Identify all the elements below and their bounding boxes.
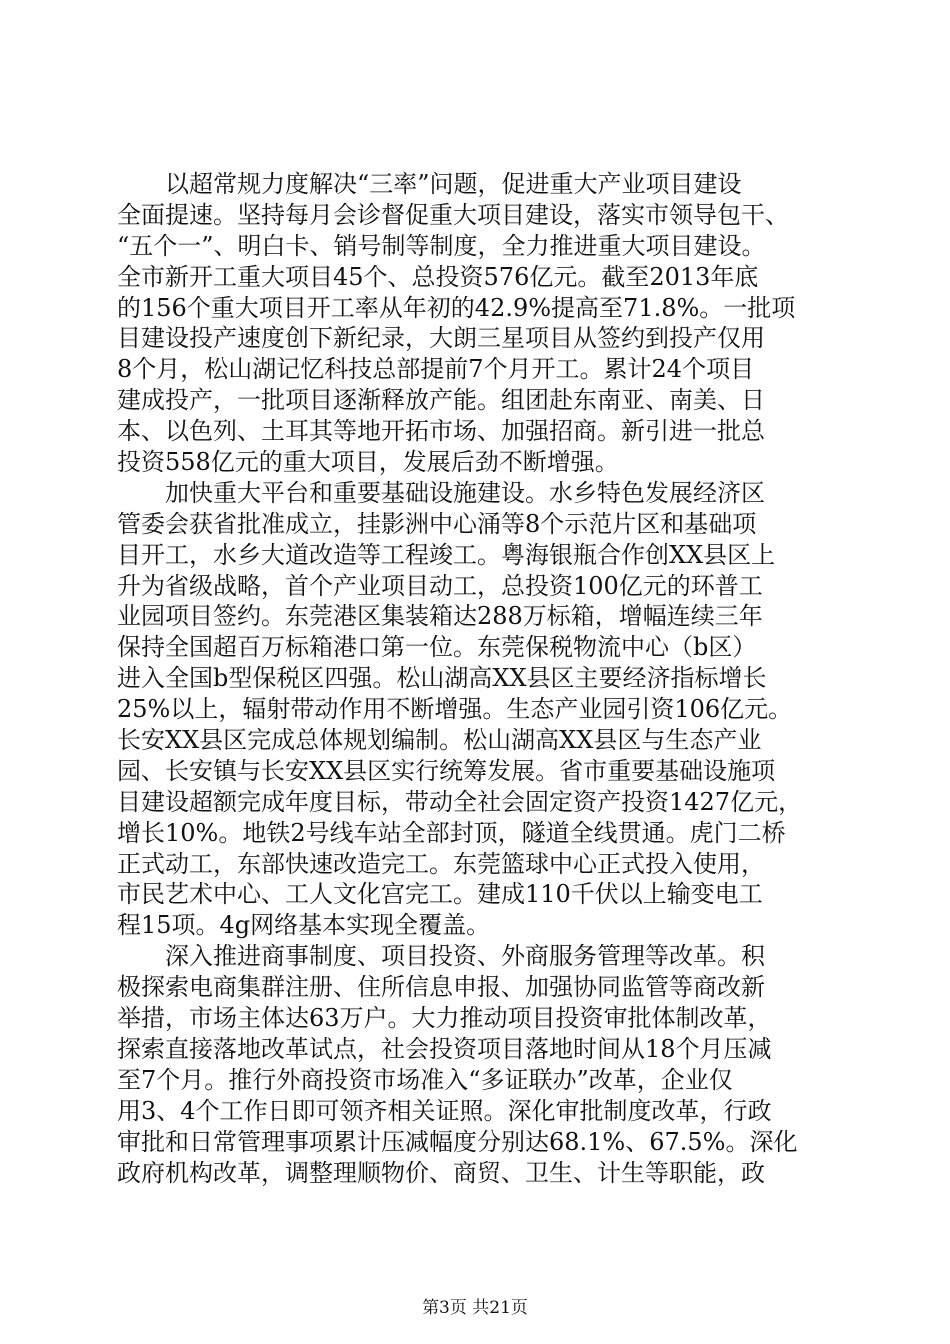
text-line: 全市新开工重大项目45个、总投资576亿元。截至2013年底 <box>117 262 759 291</box>
text-line: 政府机构改革，调整理顺物价、商贸、卫生、计生等职能，政 <box>117 1158 765 1187</box>
text-line: 长安XX县区完成总体规划编制。松山湖高XX县区与生态产业 <box>117 726 762 755</box>
text-line: 审批和日常管理事项累计压减幅度分别达68.1%、67.5%。深化 <box>117 1127 798 1156</box>
text-line: 目开工，水乡大道改造等工程竣工。粤海银瓶合作创XX县区上 <box>117 540 776 569</box>
text-line: 本、以色列、土耳其等地开拓市场、加强招商。新引进一批总 <box>117 417 765 446</box>
text-line: 程15项。4g网络基本实现全覆盖。 <box>117 911 491 940</box>
text-line: 极探索电商集群注册、住所信息申报、加强协同监管等商改新 <box>117 973 765 1002</box>
text-line: 管委会获省批准成立，挂影洲中心涌等8个示范片区和基础项 <box>117 509 757 538</box>
text-line: 进入全国b型保税区四强。松山湖高XX县区主要经济指标增长 <box>117 664 767 693</box>
text-line: 全面提速。坚持每月会诊督促重大项目建设，落实市领导包干、 <box>117 200 789 229</box>
text-line: 投资558亿元的重大项目，发展后劲不断增强。 <box>117 448 619 477</box>
text-line: 增长10%。地铁2号线车站全部封顶，隧道全线贯通。虎门二桥 <box>117 818 786 847</box>
text-line: 升为省级战略，首个产业项目动工，总投资100亿元的环普工 <box>117 571 763 600</box>
body-text <box>117 169 837 1188</box>
text-line: 正式动工，东部快速改造完工。东莞篮球中心正式投入使用， <box>117 849 765 878</box>
text-line: “五个一”、明白卡、销号制等制度，全力推进重大项目建设。 <box>117 231 766 260</box>
text-line: 市民艺术中心、工人文化宫完工。建成110千伏以上输变电工 <box>117 880 763 909</box>
text-line: 深入推进商事制度、项目投资、外商服务管理等改革。积 <box>117 942 765 971</box>
text-line: 建成投产，一批项目逐渐释放产能。组团赴东南亚、南美、日 <box>117 386 765 415</box>
page-number-footer: 第3页 共21页 <box>422 1298 528 1318</box>
text-line: 保持全国超百万标箱港口第一位。东莞保税物流中心（b区） <box>117 633 757 662</box>
text-line: 用3、4个工作日即可领齐相关证照。深化审批制度改革，行政 <box>117 1096 772 1125</box>
text-line: 25%以上，辐射带动作用不断增强。生态产业园引资106亿元。 <box>117 695 793 724</box>
text-line: 加快重大平台和重要基础设施建设。水乡特色发展经济区 <box>117 478 765 507</box>
text-line: 目建设投产速度创下新纪录，大朗三星项目从签约到投产仅用 <box>117 324 765 353</box>
text-line: 探索直接落地改革试点，社会投资项目落地时间从18个月压减 <box>117 1034 772 1063</box>
text-line: 的156个重大项目开工率从年初的42.9%提高至71.8%。一批项 <box>117 293 796 322</box>
text-line: 至7个月。推行外商投资市场准入“多证联办”改革，企业仅 <box>117 1065 733 1094</box>
text-line: 8个月，松山湖记忆科技总部提前7个月开工。累计24个项目 <box>117 355 755 384</box>
text-line: 园、长安镇与长安XX县区实行统筹发展。省市重要基础设施项 <box>117 756 776 785</box>
text-line: 以超常规力度解决“三率”问题，促进重大产业项目建设 <box>117 170 742 198</box>
text-line: 举措，市场主体达63万户。大力推动项目投资审批体制改革， <box>117 1004 772 1033</box>
text-line: 业园项目签约。东莞港区集装箱达288万标箱，增幅连续三年 <box>117 602 763 631</box>
text-line: 目建设超额完成年度目标，带动全社会固定资产投资1427亿元， <box>117 787 803 816</box>
